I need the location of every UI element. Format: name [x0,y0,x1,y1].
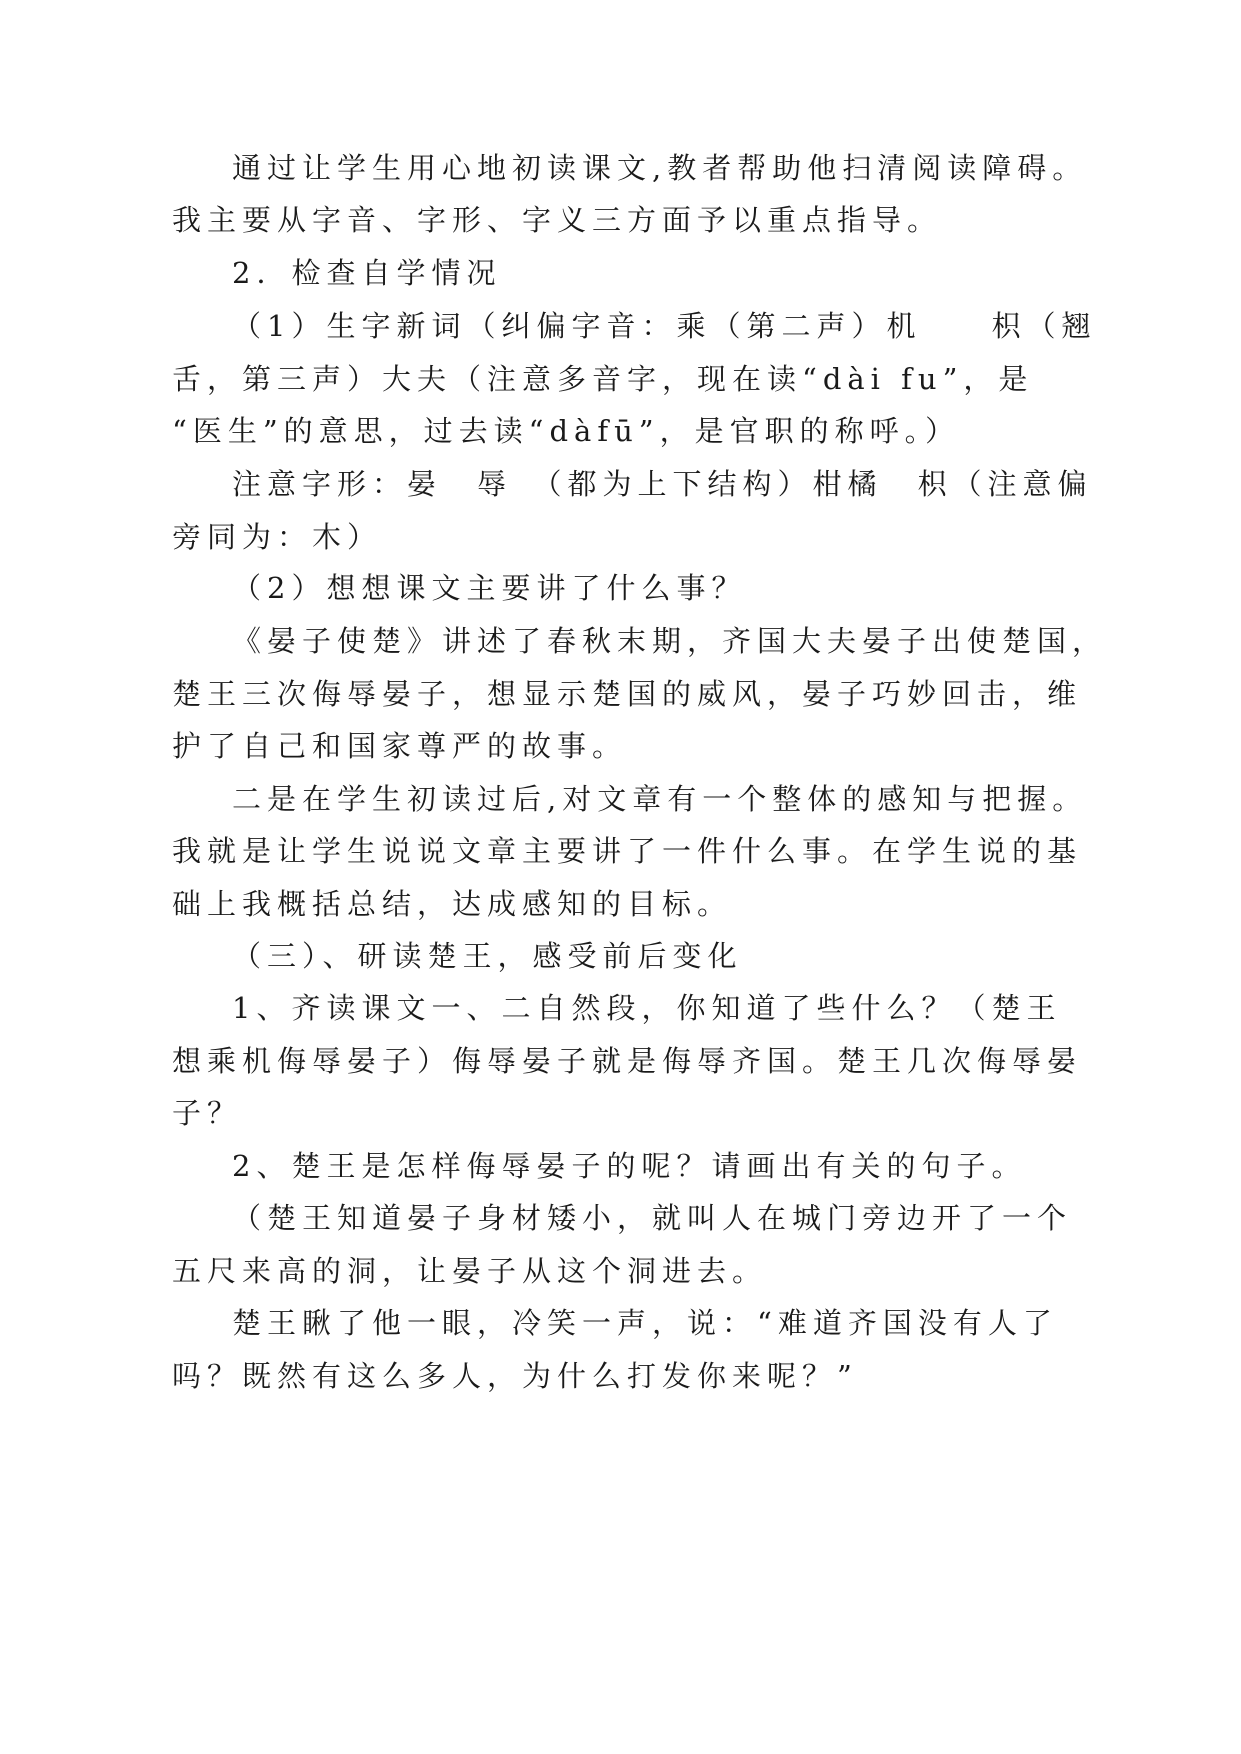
paragraph-line-18: 想乘机侮辱晏子）侮辱晏子就是侮辱齐国。楚王几次侮辱晏 [172,1044,1083,1078]
paragraph-line-14: 我就是让学生说说文章主要讲了一件什么事。在学生说的基 [172,834,1083,868]
paragraph-line-19: 子？ [172,1096,243,1130]
paragraph-line-15: 础上我概括总结，达成感知的目标。 [172,887,733,921]
paragraph-line-11: 楚王三次侮辱晏子，想显示楚国的威风，晏子巧妙回击，维 [172,677,1083,711]
section-heading-2: 2．检查自学情况 [232,256,502,290]
paragraph-line-24: 吗？既然有这么多人，为什么打发你来呢？” [172,1359,858,1393]
paragraph-line-22: 五尺来高的洞，让晏子从这个洞进去。 [172,1254,768,1288]
paragraph-line-13: 二是在学生初读过后,对文章有一个整体的感知与把握。 [232,782,1088,816]
paragraph-line-17: 1、齐读课文一、二自然段，你知道了些什么？（楚王 [232,991,1062,1025]
paragraph-line-1: 通过让学生用心地初读课文,教者帮助他扫清阅读障碍。 [232,151,1088,185]
section-heading-3: （三）、研读楚王，感受前后变化 [232,939,743,973]
paragraph-line-12: 护了自己和国家尊严的故事。 [172,729,628,763]
paragraph-line-8: 旁同为：木） [172,520,383,554]
paragraph-line-7: 注意字形：晏 辱 （都为上下结构）柑橘 枳（注意偏 [232,467,1093,501]
paragraph-line-21: （楚王知道晏子身材矮小，就叫人在城门旁边开了一个 [232,1201,1073,1235]
paragraph-line-23: 楚王瞅了他一眼，冷笑一声，说：“难道齐国没有人了 [232,1306,1058,1340]
paragraph-line-6: “医生”的意思，过去读“dàfū”，是官职的称呼。） [172,414,961,448]
paragraph-line-9: （2）想想课文主要讲了什么事？ [232,571,747,605]
paragraph-line-20: 2、楚王是怎样侮辱晏子的呢？请画出有关的句子。 [232,1149,1027,1183]
paragraph-line-5: 舌，第三声）大夫（注意多音字，现在读“dài fu”，是 [172,362,1034,396]
paragraph-line-2: 我主要从字音、字形、字义三方面予以重点指导。 [172,203,943,237]
paragraph-line-10: 《晏子使楚》讲述了春秋末期，齐国大夫晏子出使楚国， [232,624,1108,658]
paragraph-line-4: （1）生字新词（纠偏字音：乘（第二声）机 枳（翘 [232,309,1097,343]
